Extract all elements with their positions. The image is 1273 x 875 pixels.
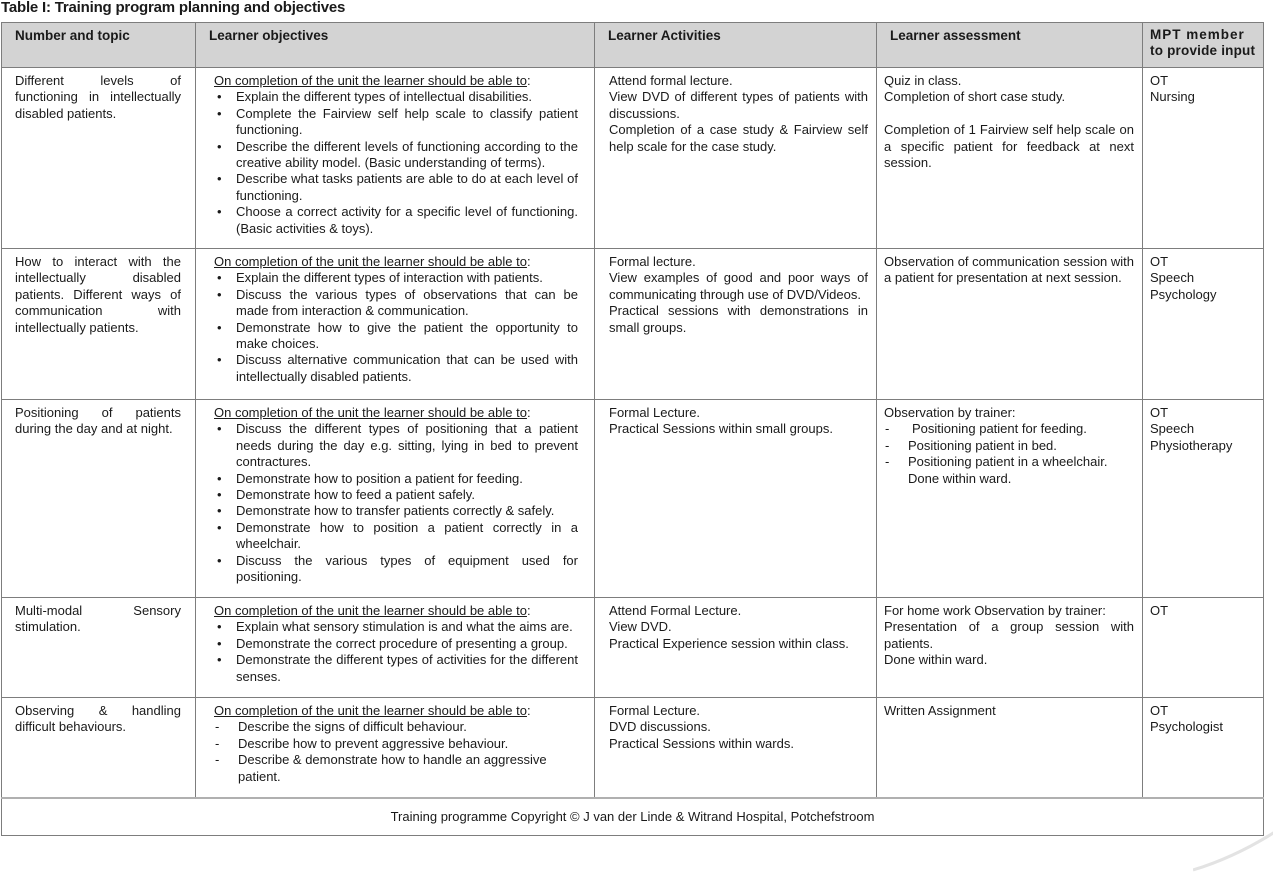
dash-bullet-icon: - <box>215 719 220 735</box>
mpt-member: OT <box>1150 703 1169 718</box>
mpt-member: OT <box>1150 603 1169 618</box>
cell-objectives <box>196 249 595 400</box>
header-topic: Number and topic <box>2 23 196 68</box>
decorative-arc-icon <box>1193 815 1273 875</box>
cell-activities <box>595 400 877 598</box>
activity-item: Formal Lecture. <box>609 703 701 718</box>
assessment-item: Done within ward. <box>884 652 988 668</box>
assessment-item: Quiz in class. <box>884 73 962 88</box>
cell-objectives <box>196 698 595 799</box>
dash-bullet-icon: - <box>885 437 890 453</box>
objectives-intro: On completion of the unit the learner should be able to: <box>214 703 531 718</box>
cell-mpt-member <box>1143 400 1264 598</box>
assessment-item: - Positioning patient in bed. <box>885 437 1057 453</box>
objective-item: • Demonstrate the different types of activities for the different senses. <box>217 652 578 684</box>
mpt-member: OT <box>1150 73 1169 88</box>
cell-topic <box>2 68 196 249</box>
bullet-icon: • <box>217 105 222 121</box>
objective-item: • Discuss the different types of positioning that a patient needs during the day e.g. sitting, lying in bed to prevent contractures. <box>217 421 578 470</box>
objectives-intro: On completion of the unit the learner should be able to: <box>214 254 531 269</box>
activity-item: View DVD of different types of patients with discussions. <box>609 89 868 121</box>
assessment-item: Observation of communication session with a patient for presentation at next session. <box>884 254 1135 286</box>
bullet-icon: • <box>217 352 222 368</box>
objective-item: • Choose a correct activity for a specific level of functioning. (Basic activities & toys). <box>217 204 578 236</box>
objective-item: • Discuss the various types of equipment used for positioning. <box>217 552 578 585</box>
cell-objectives <box>196 400 595 598</box>
assessment-item: Presentation of a group session with patients. <box>884 619 1134 651</box>
objective-item: • Demonstrate how to feed a patient safely. <box>217 487 475 503</box>
cell-objectives <box>196 68 595 249</box>
copyright-footer: Training programme Copyright © J van der Linde & Witrand Hospital, Potchefstroom <box>2 798 1264 836</box>
bullet-icon: • <box>217 89 222 105</box>
mpt-member: Physiotherapy <box>1150 437 1233 453</box>
header-activities: Learner Activities <box>595 23 877 68</box>
assessment-item: Written Assignment <box>884 703 996 718</box>
mpt-member: Psychology <box>1150 286 1217 302</box>
header-objectives: Learner objectives <box>196 23 595 68</box>
bullet-icon: • <box>217 204 222 220</box>
activity-item: Completion of a case study & Fairview self help scale for the case study. <box>609 122 868 154</box>
assessment-intro: Observation by trainer: <box>884 405 1016 420</box>
activity-item: Formal lecture. <box>609 254 696 269</box>
header-mpt-member: MPT member to provide input <box>1143 23 1264 68</box>
objective-item: • Demonstrate how to transfer patients correctly & safely. <box>217 503 555 519</box>
cell-activities <box>595 68 877 249</box>
mpt-member: Psychologist <box>1150 719 1223 735</box>
cell-assessment <box>877 400 1143 598</box>
activity-item: Formal Lecture. <box>609 405 701 420</box>
assessment-item: For home work Observation by trainer: <box>884 603 1106 618</box>
objectives-intro: On completion of the unit the learner should be able to: <box>214 603 531 618</box>
objective-item: - Describe how to prevent aggressive behaviour. <box>215 735 509 751</box>
activity-item: View examples of good and poor ways of communicating through use of DVD/Videos. <box>609 270 868 302</box>
activity-item: Practical Sessions within small groups. <box>609 421 833 437</box>
objective-item: • Demonstrate how to position a patient correctly in a wheelchair. <box>217 519 578 552</box>
objective-item: • Demonstrate how to position a patient for feeding. <box>217 470 523 486</box>
cell-mpt-member <box>1143 698 1264 799</box>
footer-row <box>2 798 1264 836</box>
objective-item: - Describe the signs of difficult behaviour. <box>215 719 467 735</box>
cell-mpt-member <box>1143 249 1264 400</box>
dash-bullet-icon: - <box>885 454 890 470</box>
table-row <box>2 249 1264 400</box>
header-row <box>2 23 1264 68</box>
objectives-list <box>214 421 578 585</box>
topic-text: Observing & handling difficult behaviours. <box>15 703 181 735</box>
activity-item: Attend formal lecture. <box>609 73 733 88</box>
assessment-list <box>884 421 1134 470</box>
mpt-member: Speech <box>1150 421 1195 437</box>
topic-text: Multi-modal Sensory stimulation. <box>15 603 181 635</box>
mpt-member: OT <box>1150 254 1169 269</box>
activity-item: Practical Sessions within wards. <box>609 735 794 751</box>
cell-activities <box>595 698 877 799</box>
bullet-icon: • <box>217 652 222 668</box>
assessment-tail: Done within ward. <box>908 470 1012 486</box>
objectives-list <box>214 619 578 685</box>
objective-item: • Complete the Fairview self help scale to classify patient functioning. <box>217 105 578 138</box>
activity-item: View DVD. <box>609 619 672 635</box>
dash-bullet-icon: - <box>215 735 220 751</box>
mpt-member: Speech <box>1150 270 1195 286</box>
table-row <box>2 68 1264 249</box>
cell-mpt-member <box>1143 598 1264 698</box>
objective-item: • Explain the different types of intellectual disabilities. <box>217 89 533 105</box>
cell-assessment <box>877 698 1143 799</box>
table-row <box>2 598 1264 698</box>
objective-item: • Discuss alternative communication that can be used with intellectually disabled patients. <box>217 352 578 384</box>
cell-activities <box>595 598 877 698</box>
cell-assessment <box>877 598 1143 698</box>
objective-item: • Demonstrate how to give the patient the opportunity to make choices. <box>217 319 578 352</box>
bullet-icon: • <box>217 503 222 519</box>
cell-topic <box>2 698 196 799</box>
bullet-icon: • <box>217 421 222 437</box>
assessment-item: Completion of 1 Fairview self help scale on a specific patient for feedback at next session. <box>884 122 1134 171</box>
bullet-icon: • <box>217 319 222 335</box>
bullet-icon: • <box>217 552 222 568</box>
cell-assessment <box>877 68 1143 249</box>
objective-item: • Discuss the various types of observations that can be made from interaction & communication. <box>217 286 578 319</box>
training-program-table <box>1 22 1264 836</box>
objectives-list <box>214 270 578 385</box>
objectives-intro: On completion of the unit the learner should be able to: <box>214 73 531 88</box>
bullet-icon: • <box>217 171 222 187</box>
objectives-list <box>214 89 578 237</box>
objectives-intro: On completion of the unit the learner should be able to: <box>214 405 531 420</box>
cell-topic <box>2 598 196 698</box>
table-row <box>2 400 1264 598</box>
assessment-item: - Positioning patient for feeding. <box>885 421 1087 437</box>
activity-item: Attend Formal Lecture. <box>609 603 742 618</box>
bullet-icon: • <box>217 519 222 535</box>
topic-text: How to interact with the intellectually disabled patients. Different ways of communication with intellectually patients. <box>15 254 181 335</box>
cell-activities <box>595 249 877 400</box>
bullet-icon: • <box>217 286 222 302</box>
objective-item: • Demonstrate the correct procedure of presenting a group. <box>217 635 568 651</box>
bullet-icon: • <box>217 619 222 635</box>
cell-topic <box>2 400 196 598</box>
bullet-icon: • <box>217 270 222 286</box>
objectives-list <box>214 719 578 785</box>
bullet-icon: • <box>217 487 222 503</box>
topic-text: Positioning of patients during the day and at night. <box>15 405 181 437</box>
activity-item: DVD discussions. <box>609 719 711 735</box>
activity-item: Practical sessions with demonstrations in small groups. <box>609 303 868 335</box>
bullet-icon: • <box>217 138 222 154</box>
activity-item: Practical Experience session within class. <box>609 635 849 651</box>
cell-topic <box>2 249 196 400</box>
header-assessment: Learner assessment <box>877 23 1143 68</box>
cell-assessment <box>877 249 1143 400</box>
mpt-member: OT <box>1150 405 1169 420</box>
assessment-item <box>884 106 1134 122</box>
objective-item: • Describe what tasks patients are able to do at each level of functioning. <box>217 171 578 203</box>
bullet-icon: • <box>217 635 222 651</box>
assessment-item: Completion of short case study. <box>884 89 1066 105</box>
cell-mpt-member <box>1143 68 1264 249</box>
table-caption: Table I: Training program planning and objectives <box>1 0 346 16</box>
dash-bullet-icon: - <box>215 752 220 768</box>
table-row <box>2 698 1264 799</box>
mpt-member: Nursing <box>1150 89 1195 105</box>
objective-item: • Explain the different types of interaction with patients. <box>217 270 543 286</box>
topic-text: Different levels of functioning in intellectually disabled patients. <box>15 73 181 121</box>
cell-objectives <box>196 598 595 698</box>
objective-item: • Describe the different levels of functioning according to the creative ability model. (Basic understanding of terms). <box>217 138 578 171</box>
bullet-icon: • <box>217 470 222 486</box>
objective-item: • Explain what sensory stimulation is and what the aims are. <box>217 619 573 635</box>
dash-bullet-icon: - <box>885 421 890 437</box>
assessment-item: - Positioning patient in a wheelchair. <box>885 454 1108 470</box>
objective-item: - Describe & demonstrate how to handle an aggressive patient. <box>215 752 547 784</box>
